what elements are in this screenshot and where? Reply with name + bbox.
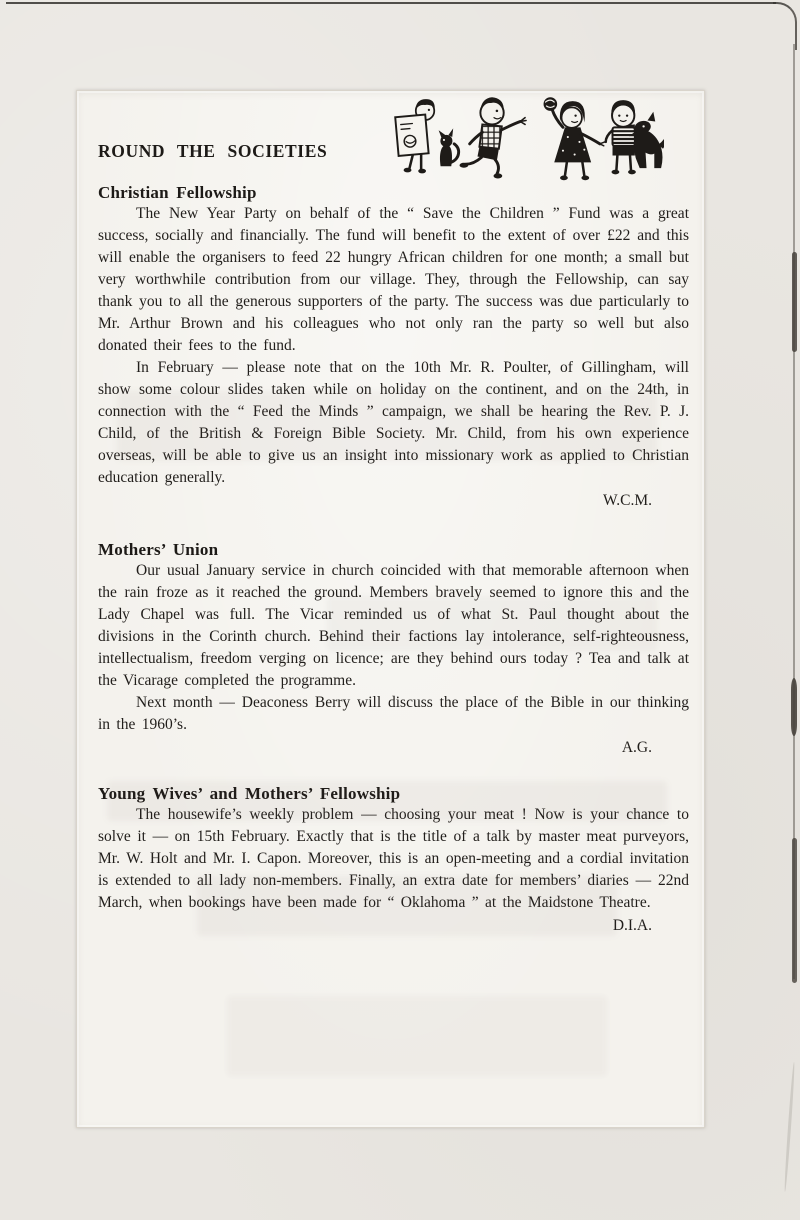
- scan-edge-corner-curve: [773, 2, 797, 50]
- girl-with-ball-figure: [544, 97, 605, 180]
- scan-artifact-blob: [792, 838, 797, 983]
- page-title: ROUND THE SOCIETIES: [98, 141, 328, 161]
- paragraph: The housewife’s weekly problem — choosing your meat ! Now is your chance to solve it — on 15th February. Exactly that is the title of a talk by master meat purveyors, Mr. W. Holt and Mr. I. Capon. Moreover, this is an open-meeting and a cordial invitation is extended to all lady non-members. Finally, an extra date for members’ diaries — 22nd March, when bookings have been made for “ Oklahoma ” at the Maidstone Theatre.: [98, 806, 689, 911]
- paragraph: The New Year Party on behalf of the “ Save the Children ” Fund was a great success, socially and financially. The fund will benefit to the extent of over £22 and this will enable the organisers to feed 22 hungry African children for one month; a small but very worthwhile contribution from our village. They, through the Fellowship, can say thank you to all the generous supporters of the party. The success was due particularly to Mr. Arthur Brown and his colleagues who not only ran the party so well but also donated their fees to the fund.: [98, 205, 689, 354]
- magazine-page: [76, 90, 705, 1128]
- paragraph: In February — please note that on the 10th Mr. R. Poulter, of Gillingham, will show some colour slides taken while on holiday on the continent, and on the 24th, in connection with the “ Feed the Minds ” campaign, we shall be hearing the Rev. P. J. Child, of the British & Foreign Bible Society. Mr. Child, from his own experience overseas, will be able to give us an insight into missionary work as applied to Christian education generally.: [98, 359, 689, 486]
- signature-initials: A.G.: [621, 739, 652, 756]
- reading-child-figure: [395, 99, 435, 173]
- scan-artifact-blob: [792, 252, 797, 352]
- children-playing-illustration: [392, 94, 664, 184]
- signature-initials: W.C.M.: [603, 492, 652, 509]
- section-heading-mothers-union: Mothers’ Union: [98, 540, 219, 559]
- paragraph: Next month — Deaconess Berry will discuss the place of the Bible in our thinking in the 1960’s.: [98, 694, 689, 733]
- show-through-artifact: [227, 996, 607, 1076]
- paragraph: Our usual January service in church coincided with that memorable afternoon when the rain froze as it reached the ground. Members bravely seemed to ignore this and the Lady Chapel was full. The Vicar reminded us of what St. Paul thought about the divisions in the Corinth church. Behind their factions lay intolerance, self-righteousness, intellectualism, freedom verging on licence; are they behind ours today ? Tea and talk at the Vicarage completed the programme.: [98, 562, 689, 689]
- section-heading-young-wives: Young Wives’ and Mothers’ Fellowship: [98, 784, 401, 803]
- scan-artifact-curve: [783, 1062, 795, 1192]
- running-boy-figure: [460, 97, 527, 178]
- signature-initials: D.I.A.: [612, 917, 652, 934]
- section-heading-christian-fellowship: Christian Fellowship: [98, 183, 257, 202]
- scan-edge-top-line: [6, 2, 776, 4]
- scan-artifact-blob: [791, 678, 797, 736]
- cat-figure: [439, 128, 459, 166]
